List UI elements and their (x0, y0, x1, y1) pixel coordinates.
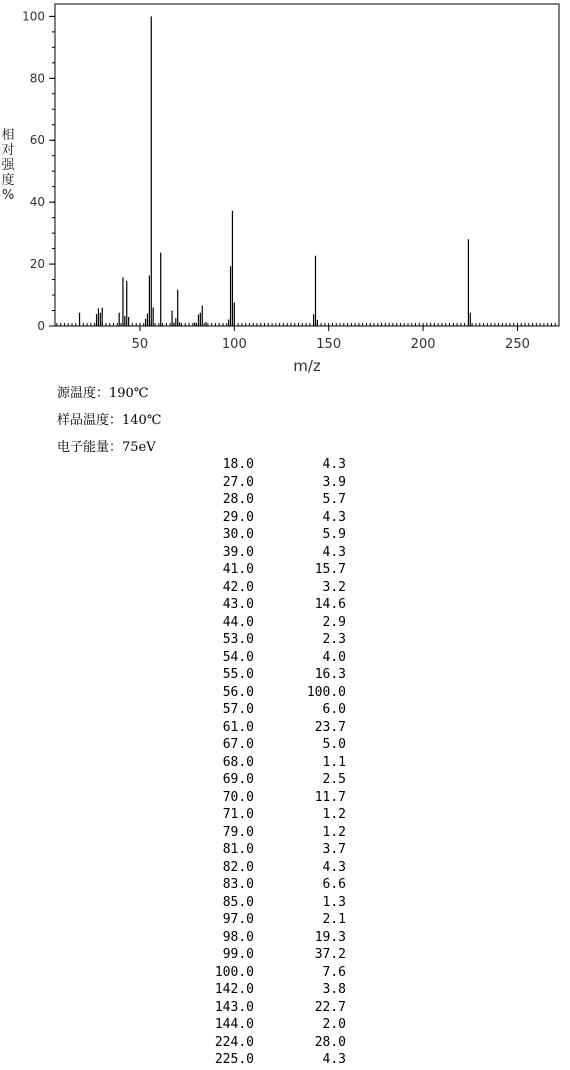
x-tick-label: 200 (410, 337, 436, 352)
mz-cell: 142.0 (214, 982, 254, 997)
mz-cell: 81.0 (222, 842, 254, 857)
mz-cell: 30.0 (222, 527, 254, 542)
intensity-cell: 3.9 (322, 474, 346, 490)
sample-temperature-label: 样品温度： (57, 413, 123, 428)
intensity-cell: 22.7 (314, 999, 346, 1015)
mz-cell: 79.0 (222, 824, 254, 840)
y-tick-label: 80 (29, 71, 45, 86)
x-tick-label: 100 (221, 337, 247, 352)
table-row (150, 736, 346, 754)
intensity-cell: 5.7 (322, 492, 346, 507)
x-tick-label: 250 (505, 337, 530, 352)
mz-cell: 70.0 (222, 789, 254, 805)
mz-cell: 71.0 (222, 807, 254, 822)
mz-cell: 41.0 (222, 562, 254, 577)
table-row (150, 701, 346, 719)
table-row (150, 999, 346, 1017)
intensity-cell: 5.0 (322, 737, 346, 752)
intensity-cell: 2.0 (322, 1017, 346, 1032)
intensity-cell: 100.0 (306, 684, 346, 700)
table-row (150, 824, 346, 842)
intensity-cell: 4.3 (322, 544, 346, 560)
table-row (150, 561, 346, 579)
intensity-cell: 28.0 (314, 1034, 346, 1050)
table-row (150, 491, 346, 509)
mz-cell: 56.0 (222, 684, 254, 700)
y-tick-label: 100 (22, 9, 45, 24)
mz-cell: 44.0 (222, 614, 254, 630)
table-row (150, 754, 346, 772)
intensity-cell: 37.2 (314, 947, 346, 962)
table-row (150, 631, 346, 649)
table-row (150, 841, 346, 859)
intensity-cell: 2.9 (322, 614, 346, 630)
sample-temperature-value: 140℃ (122, 413, 162, 428)
source-temperature (57, 382, 148, 401)
y-tick-label: 20 (29, 257, 45, 272)
mz-cell: 143.0 (214, 999, 254, 1015)
mz-cell: 53.0 (222, 632, 254, 647)
mz-cell: 29.0 (222, 509, 254, 525)
mz-cell: 27.0 (222, 474, 254, 490)
electron-energy (57, 436, 156, 455)
table-row (150, 929, 346, 947)
table-row (150, 526, 346, 544)
table-row (150, 1016, 346, 1034)
table-row (150, 1034, 346, 1052)
y-tick-label: 40 (29, 195, 45, 210)
table-row (150, 649, 346, 667)
table-row (150, 456, 346, 474)
mz-cell: 144.0 (214, 1017, 254, 1032)
mz-cell: 85.0 (222, 894, 254, 910)
y-tick-label: 0 (37, 319, 45, 333)
intensity-cell: 4.3 (322, 859, 346, 875)
intensity-cell: 5.9 (322, 527, 346, 542)
electron-energy-label: 电子能量： (57, 440, 123, 455)
mz-cell: 82.0 (222, 859, 254, 875)
mz-cell: 100.0 (214, 964, 254, 980)
mz-cell: 42.0 (222, 579, 254, 595)
intensity-cell: 4.3 (322, 457, 346, 472)
intensity-cell: 7.6 (322, 964, 346, 980)
mz-cell: 57.0 (222, 702, 254, 717)
intensity-cell: 2.1 (322, 912, 346, 927)
sample-temperature (57, 409, 161, 428)
mz-cell: 83.0 (222, 877, 254, 892)
intensity-cell: 1.3 (322, 894, 346, 910)
mz-cell: 39.0 (222, 544, 254, 560)
mz-cell: 28.0 (222, 492, 254, 507)
intensity-cell: 23.7 (314, 719, 346, 735)
intensity-cell: 3.2 (322, 579, 346, 595)
mz-cell: 99.0 (222, 947, 254, 962)
y-axis-label-char: 度 (1, 173, 15, 188)
mz-cell: 18.0 (222, 457, 254, 472)
table-row (150, 719, 346, 737)
intensity-cell: 19.3 (314, 929, 346, 945)
intensity-cell: 16.3 (314, 667, 346, 682)
table-row (150, 964, 346, 982)
table-row (150, 911, 346, 929)
table-row (150, 544, 346, 562)
y-axis-label-char: 对 (1, 143, 15, 158)
mz-cell: 225.0 (214, 1052, 254, 1067)
intensity-cell: 15.7 (314, 562, 346, 577)
table-row (150, 981, 346, 999)
mz-cell: 61.0 (222, 719, 254, 735)
source-temperature-value: 190℃ (109, 386, 149, 401)
table-row (150, 474, 346, 492)
mass-spectrum-chart (0, 0, 570, 380)
mz-cell: 68.0 (222, 754, 254, 770)
table-row (150, 859, 346, 877)
intensity-cell: 4.0 (322, 649, 346, 665)
y-tick-label: 60 (29, 133, 45, 148)
plot-frame (55, 4, 559, 326)
x-tick-label: 50 (131, 337, 149, 352)
table-row (150, 684, 346, 702)
intensity-cell: 6.0 (322, 702, 346, 717)
table-row (150, 806, 346, 824)
table-row (150, 596, 346, 614)
peak-table (150, 456, 346, 1069)
x-tick-label: 150 (316, 337, 342, 352)
intensity-cell: 1.2 (322, 824, 346, 840)
intensity-cell: 3.8 (322, 982, 346, 997)
mz-cell: 54.0 (222, 649, 254, 665)
intensity-cell: 3.7 (322, 842, 346, 857)
intensity-cell: 11.7 (314, 789, 346, 805)
mz-cell: 98.0 (222, 929, 254, 945)
mz-cell: 55.0 (222, 667, 254, 682)
intensity-cell: 1.1 (322, 754, 346, 770)
y-axis-label-char: % (1, 188, 15, 203)
electron-energy-value: 75eV (122, 440, 156, 455)
table-row (150, 509, 346, 527)
table-row (150, 614, 346, 632)
table-row (150, 894, 346, 912)
mz-cell: 224.0 (214, 1034, 254, 1050)
intensity-cell: 6.6 (322, 877, 346, 892)
intensity-cell: 4.3 (322, 509, 346, 525)
table-row (150, 579, 346, 597)
mz-cell: 43.0 (222, 597, 254, 612)
intensity-cell: 2.3 (322, 632, 346, 647)
intensity-cell: 1.2 (322, 807, 346, 822)
mz-cell: 97.0 (222, 912, 254, 927)
table-row (150, 789, 346, 807)
table-row (150, 876, 346, 894)
mz-cell: 67.0 (222, 737, 254, 752)
table-row (150, 1051, 346, 1069)
y-axis-label-char: 强 (1, 158, 15, 173)
mz-cell: 69.0 (222, 772, 254, 787)
intensity-cell: 4.3 (322, 1052, 346, 1067)
table-row (150, 771, 346, 789)
y-axis-label-char: 相 (1, 128, 15, 143)
intensity-cell: 14.6 (314, 597, 346, 612)
intensity-cell: 2.5 (322, 772, 346, 787)
source-temperature-label: 源温度： (57, 386, 110, 401)
table-row (150, 946, 346, 964)
table-row (150, 666, 346, 684)
x-axis-label: m/z (293, 357, 321, 375)
